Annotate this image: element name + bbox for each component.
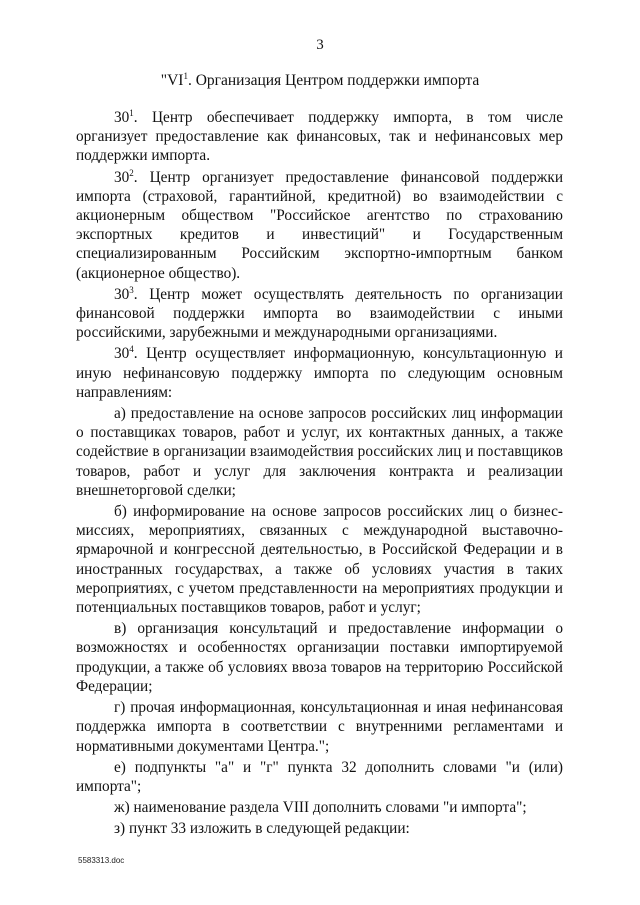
subparagraph-g: г) прочая информационная, консультационная и иная нефинансовая поддержка импорта в соответствии с внутренними регламентами и нормативными документами Центра."; [76, 699, 563, 755]
paragraph-30-1 [76, 108, 563, 166]
paragraph-text: . Центр осуществляет информационную, консультационную и иную нефинансовую поддержку импорта по следующим основным направлениям: [76, 345, 563, 401]
clause-number: 30 [114, 168, 130, 186]
paragraph-30-4 [76, 344, 563, 402]
paragraph-30-3 [76, 285, 563, 343]
footer-filename: 5583313.doc [78, 856, 125, 865]
heading-prefix: "VI [160, 72, 184, 89]
paragraph-text: . Центр обеспечивает поддержку импорта, в том числе организует предоставление как финансовых, так и нефинансовых мер поддержки импорта. [76, 109, 563, 165]
subparagraph-v: в) организация консультаций и предоставление информации о возможностях и особенностях организации поставки импортируемой продукции, а также об условиях ввоза товаров на территорию Российской Федерации; [76, 620, 563, 695]
clause-superscript: 3 [129, 284, 134, 295]
section-heading [0, 72, 640, 90]
subparagraph-b: б) информирование на основе запросов российских лиц о бизнес-миссиях, мероприятиях, связанных с международной выставочно-ярмарочной и конгрессной деятельностью, в Российской Федерации и в иностранных государствах, а также об условиях участия в таких мероприятиях, с учетом представленности на мероприятиях продукции и потенциальных поставщиков товаров, работ и услуг; [76, 503, 563, 617]
clause-superscript: 1 [129, 107, 134, 118]
paragraph-text: . Центр может осуществлять деятельность по организации финансовой поддержки импорта во взаимодействии с иными российскими, зарубежными и международными организациями. [76, 285, 563, 342]
subparagraph-zh: ж) наименование раздела VIII дополнить словами "и импорта"; [114, 799, 527, 817]
clause-superscript: 2 [129, 167, 134, 178]
subparagraph-e: е) подпункты "а" и "г" пункта 32 дополнить словами "и (или) импорта"; [76, 758, 563, 795]
clause-number: 30 [114, 285, 130, 303]
clause-superscript: 4 [129, 344, 134, 355]
heading-superscript: 1 [183, 70, 188, 81]
clause-number: 30 [114, 345, 130, 363]
document-body [76, 108, 563, 841]
subparagraph-z: з) пункт 33 изложить в следующей редакции: [114, 820, 410, 838]
clause-number: 30 [114, 109, 130, 126]
subparagraph-a: а) предоставление на основе запросов российских лиц информации о поставщиках товаров, работ и услуг, их контактных данных, а также содействие в организации взаимодействия российских лиц и поставщиков товаров, работ и услуг для заключения контракта и реализации внешнеторговой сделки; [76, 405, 563, 499]
paragraph-text: . Центр организует предоставление финансовой поддержки импорта (страховой, гарантийной, кредитной) во взаимодействии с акционерным обществом "Российское агентство по страхованию экспортных кредитов и инвестиций" и Государственным специализированным Российским экспортно-импортным банком (акционерное общество). [76, 168, 563, 282]
paragraph-30-2 [76, 168, 563, 283]
page-number: 3 [316, 37, 324, 53]
heading-text: . Организация Центром поддержки импорта [187, 72, 480, 89]
